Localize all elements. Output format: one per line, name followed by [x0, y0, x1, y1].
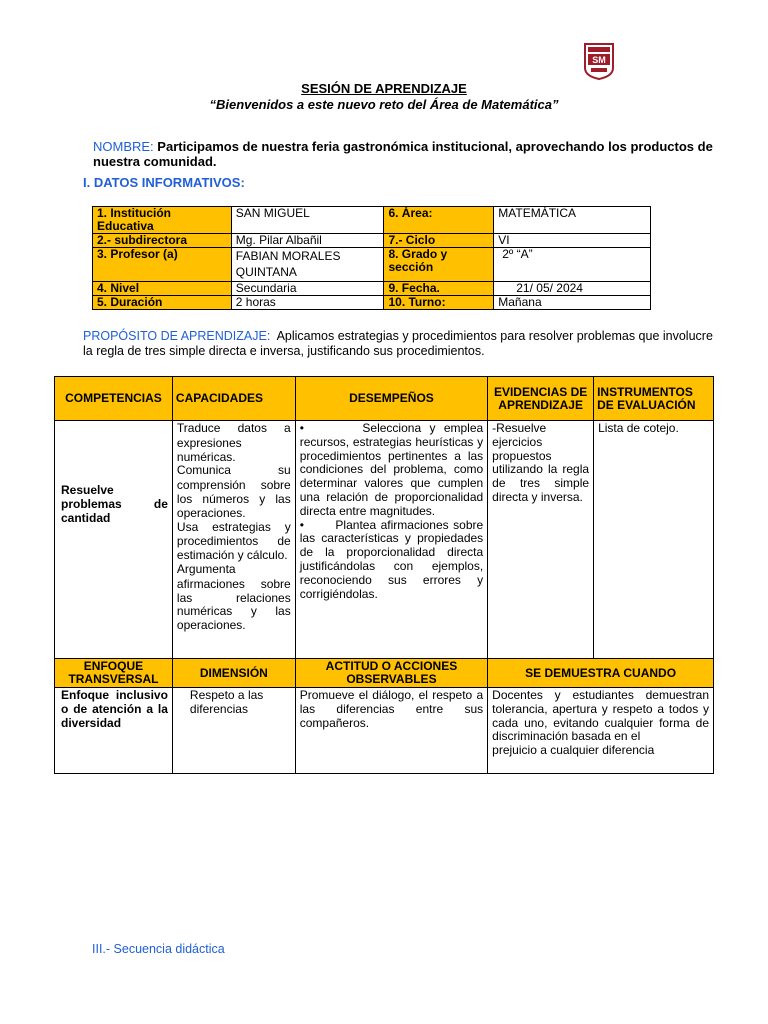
datos-label: 1. Institución Educativa — [93, 207, 232, 234]
table-row — [93, 207, 651, 234]
list-item: • Selecciona y emplea recursos, estrategias heurísticas y procedimientos pertinentes a las condiciones del problema, como determinar valores que cumplen una relación de proporcionalidad directa entre magnitudes. — [299, 421, 484, 518]
datos-label: 9. Fecha. — [384, 282, 494, 296]
datos-label: 5. Duración — [93, 296, 232, 310]
session-name — [93, 139, 723, 169]
nombre-label: NOMBRE: — [93, 139, 154, 154]
school-logo — [583, 42, 615, 80]
datos-value: FABIAN MORALES QUINTANA — [231, 248, 384, 282]
datos-value: Secundaria — [231, 282, 384, 296]
datos-value: Mg. Pilar Albañil — [231, 234, 384, 248]
competencia-cell: Resuelve problemas de cantidad — [55, 421, 173, 659]
logo-text: SM — [592, 55, 606, 65]
datos-label: 7.- Ciclo — [384, 234, 494, 248]
enfoque-cell: Enfoque inclusivo o de atención a la diversidad — [55, 688, 173, 774]
competencias-table — [54, 376, 714, 774]
page-title: SESIÓN DE APRENDIZAJE — [301, 81, 467, 96]
bullet-icon: • — [299, 517, 304, 532]
datos-title: I. DATOS INFORMATIVOS: — [83, 175, 245, 190]
instrumento-cell: Lista de cotejo. — [594, 421, 714, 659]
datos-label: 3. Profesor (a) — [93, 248, 232, 282]
secuencia-heading: III.- Secuencia didáctica — [92, 942, 225, 956]
desempenos-cell — [295, 421, 487, 659]
datos-label: 4. Nivel — [93, 282, 232, 296]
demuestra-cell: Docentes y estudiantes demuestran tolerancia, apertura y respeto a todos y cada uno, evitando cualquier forma de discriminación basada en el prejuicio a cualquier diferencia — [488, 688, 714, 774]
header-enfoque: ENFOQUE TRANSVERSAL — [55, 659, 173, 688]
datos-value: 21/ 05/ 2024 — [494, 282, 651, 296]
header-demuestra: SE DEMUESTRA CUANDO — [488, 659, 714, 688]
datos-label: 6. Área: — [384, 207, 494, 234]
datos-value: Mañana — [494, 296, 651, 310]
table-row — [93, 234, 651, 248]
table-row — [55, 659, 714, 688]
header-competencias: COMPETENCIAS — [55, 377, 173, 421]
datos-value: VI — [494, 234, 651, 248]
header-desempenos: DESEMPEÑOS — [295, 377, 487, 421]
evidencias-cell: -Resuelve ejercicios propuestos utilizando la regla de tres simple directa y inversa. — [488, 421, 594, 659]
table-row — [55, 377, 714, 421]
nombre-text: Participamos de nuestra feria gastronómica institucional, aprovechando los productos de nuestra comunidad. — [93, 139, 713, 169]
header-instrumentos: INSTRUMENTOS DE EVALUACIÓN — [594, 377, 714, 421]
proposito — [83, 329, 723, 359]
capacidades-cell — [172, 421, 295, 659]
header-capacidades: CAPACIDADES — [172, 377, 295, 421]
table-row — [93, 282, 651, 296]
datos-table — [92, 206, 651, 310]
actitud-cell: Promueve el diálogo, el respeto a las diferencias entre sus compañeros. — [295, 688, 487, 774]
list-item: Traduce datos a expresiones numéricas. — [176, 421, 291, 464]
list-item: Comunica su comprensión sobre los números y las operaciones. — [176, 463, 291, 520]
header-dimension: DIMENSIÓN — [172, 659, 295, 688]
table-row — [93, 248, 651, 282]
datos-value: 2 horas — [231, 296, 384, 310]
page-subtitle: “Bienvenidos a este nuevo reto del Área de Matemática” — [209, 97, 559, 112]
proposito-label: PROPÓSITO DE APRENDIZAJE: — [83, 329, 271, 343]
bullet-icon: • — [299, 421, 304, 435]
datos-value: SAN MIGUEL — [231, 207, 384, 234]
datos-value: 2º “A” — [494, 248, 651, 282]
dimension-cell: Respeto a las diferencias — [172, 688, 295, 774]
header-evidencias: EVIDENCIAS DE APRENDIZAJE — [488, 377, 594, 421]
list-item: Argumenta afirmaciones sobre las relaciones numéricas y las operaciones. — [176, 561, 291, 633]
datos-label: 2.- subdirectora — [93, 234, 232, 248]
table-row — [55, 688, 714, 774]
datos-value: MATEMÁTICA — [494, 207, 651, 234]
header-actitud: ACTITUD O ACCIONES OBSERVABLES — [295, 659, 487, 688]
table-row — [55, 421, 714, 659]
datos-label: 10. Turno: — [384, 296, 494, 310]
table-row — [93, 296, 651, 310]
datos-label: 8. Grado y sección — [384, 248, 494, 282]
proposito-text: Aplicamos estrategias y procedimientos para resolver problemas que involucre la regla de tres simple directa e inversa, justificando sus procedimientos. — [83, 329, 713, 358]
list-item: Usa estrategias y procedimientos de estimación y cálculo. — [176, 519, 291, 563]
list-item: • Plantea afirmaciones sobre las características y propiedades de la proporcionalidad directa justificándolas con ejemplos, reconociendo sus errores y corrigiéndolas. — [299, 517, 484, 601]
